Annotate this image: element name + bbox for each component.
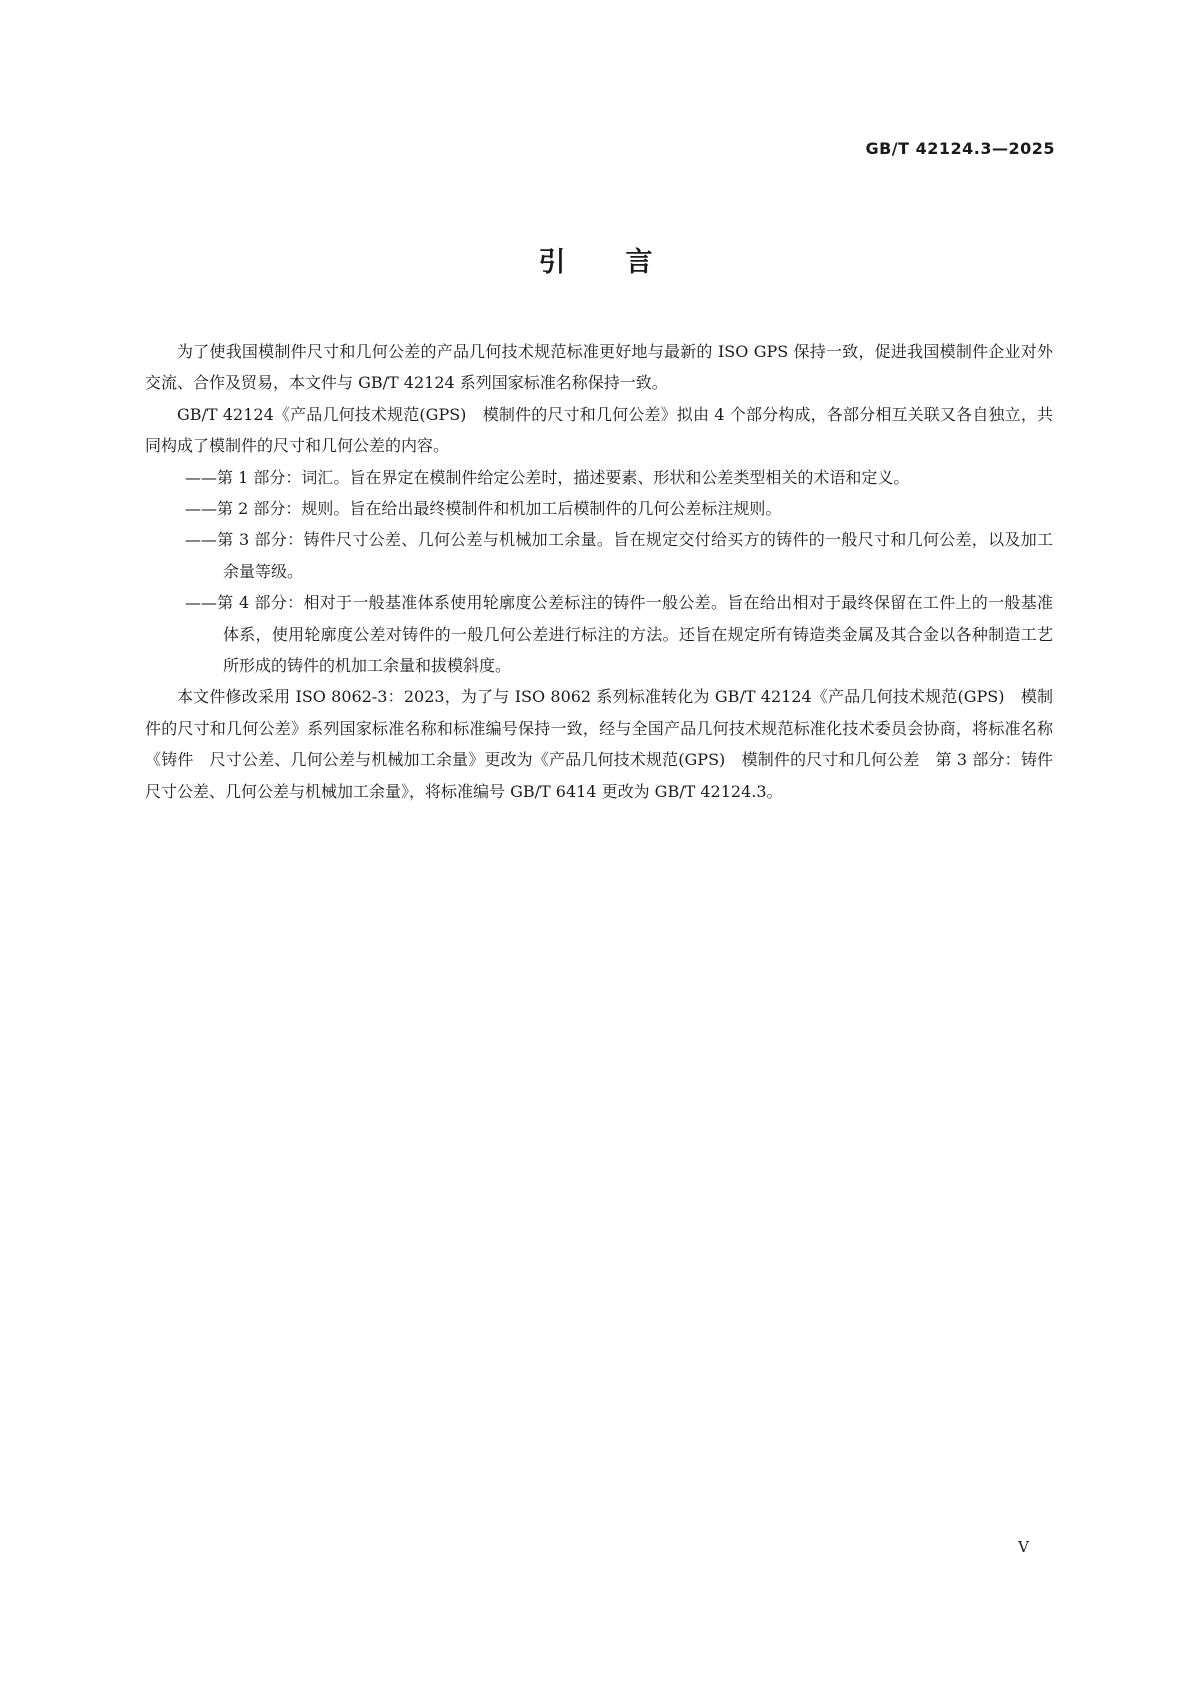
list-item-part-2: ——第 2 部分：规则。旨在给出最终模制件和机加工后模制件的几何公差标注规则。 — [185, 499, 782, 519]
paragraph-adoption: 本文件修改采用 ISO 8062-3：2023，为了与 ISO 8062 系列标准转化为 GB/T 42124《产品几何技术规范(GPS) 模制件的尺寸和几何公差》系列国家标准名称和标准编号保持一致，经与全国产品几何技术规范标准化技术委员会协商，将标准名称《铸件 尺寸公差、几何公差与机械加工余量》更改为《产品几何技术规范(GPS) 模制件的尺寸和几何公差 第 3 部分：铸件尺寸公差、几何公差与机械加工余量》，将标准编号 GB/T 6414 更改为 GB/T 42124.3。 — [145, 687, 1053, 801]
document-body — [145, 336, 1053, 807]
paragraph-purpose: 为了使我国模制件尺寸和几何公差的产品几何技术规范标准更好地与最新的 ISO GPS 保持一致，促进我国模制件企业对外交流、合作及贸易，本文件与 GB/T 42124 系列国家标准名称保持一致。 — [145, 342, 1053, 393]
page-title: 引言 — [538, 247, 713, 278]
list-item-part-4: ——第 4 部分：相对于一般基准体系使用轮廓度公差标注的铸件一般公差。旨在给出相对于最终保留在工件上的一般基准体系，使用轮廓度公差对铸件的一般几何公差进行标注的方法。还旨在规定所有铸造类金属及其合金以各种制造工艺所形成的铸件的机加工余量和拔模斜度。 — [185, 593, 1053, 676]
list-item-part-3: ——第 3 部分：铸件尺寸公差、几何公差与机械加工余量。旨在规定交付给买方的铸件的一般尺寸和几何公差，以及加工余量等级。 — [185, 530, 1053, 581]
page-number: V — [1018, 1538, 1029, 1556]
list-item-part-1: ——第 1 部分：词汇。旨在界定在模制件给定公差时，描述要素、形状和公差类型相关的术语和定义。 — [185, 467, 910, 487]
paragraph-series-structure: GB/T 42124《产品几何技术规范(GPS) 模制件的尺寸和几何公差》拟由 4 个部分构成，各部分相互关联又各自独立，共同构成了模制件的尺寸和几何公差的内容。 — [145, 404, 1053, 456]
standard-number: GB/T 42124.3—2025 — [865, 139, 1055, 158]
